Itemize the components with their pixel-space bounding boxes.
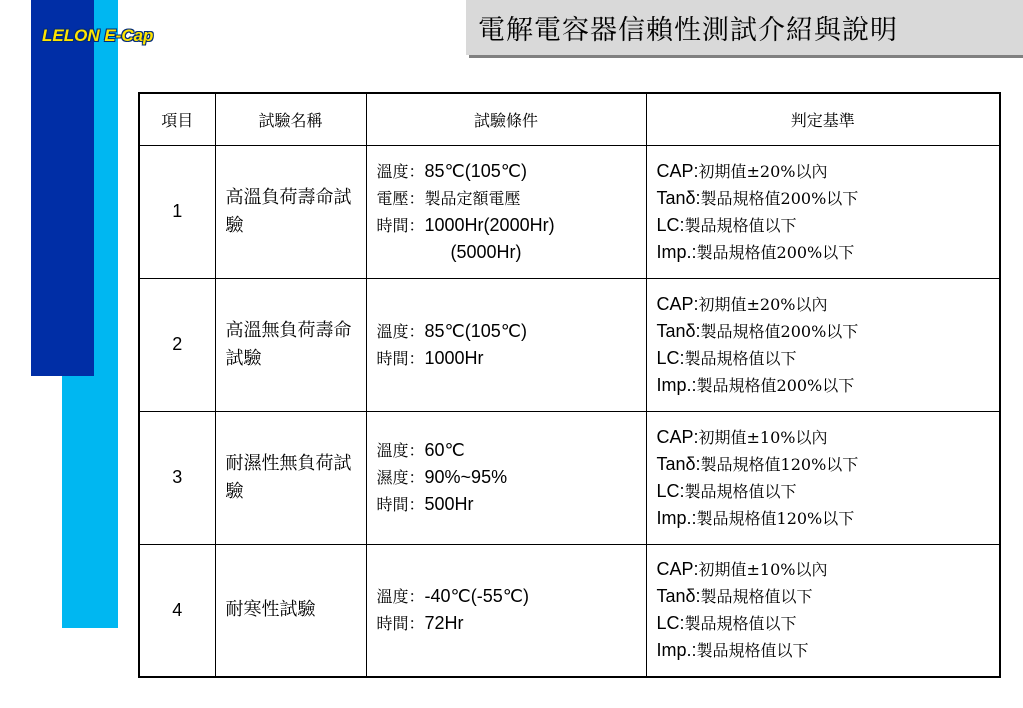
condition-label: 時間： [376, 215, 425, 235]
criterion-line [657, 239, 992, 266]
test-conditions-cell [366, 411, 646, 544]
criterion-value: 製品規格值以下 [684, 481, 797, 501]
condition-line [377, 158, 638, 185]
condition-line [377, 610, 638, 637]
criterion-line [657, 583, 992, 610]
condition-line [377, 345, 638, 372]
condition-value: 72Hr [424, 613, 464, 634]
condition-value: 85℃(105℃) [424, 320, 527, 341]
condition-label: 濕度： [376, 468, 425, 487]
condition-value: 1000Hr(2000Hr) [424, 214, 555, 235]
test-name-cell: 耐濕性無負荷試驗 [215, 411, 366, 544]
criterion-line [657, 345, 992, 372]
condition-line [377, 212, 638, 239]
criterion-line [657, 185, 992, 212]
table-row [139, 278, 1000, 411]
criterion-label: LC: [656, 480, 685, 501]
criterion-label: Tanδ: [656, 187, 701, 208]
condition-value: 500Hr [424, 494, 474, 514]
test-name-cell: 高溫負荷壽命試驗 [215, 145, 366, 278]
criterion-value: 製品規格值以下 [684, 614, 797, 634]
test-name-cell: 耐寒性試驗 [215, 544, 366, 677]
criteria-cell [646, 278, 1000, 411]
condition-label: 時間： [376, 348, 425, 368]
title-banner [466, 0, 1023, 55]
condition-value: -40℃(-55℃) [424, 586, 529, 607]
criterion-value: 製品規格值以下 [696, 641, 809, 661]
criterion-label: Tanδ: [656, 453, 701, 474]
test-conditions-cell [366, 145, 646, 278]
condition-line [377, 491, 638, 518]
criteria-cell [646, 145, 1000, 278]
decorative-dark-blue-bar [31, 0, 94, 376]
condition-value: 1000Hr [424, 347, 484, 368]
header-test-name: 試驗名稱 [215, 93, 366, 145]
criterion-line [657, 556, 992, 583]
condition-value: 85℃(105℃) [424, 160, 527, 181]
criterion-value: 製品規格值120%以下 [700, 454, 859, 474]
test-name-cell: 高溫無負荷壽命試驗 [215, 278, 366, 411]
criterion-value: 初期值±20%以內 [698, 161, 828, 181]
item-number-cell: 4 [139, 544, 215, 677]
page-title: 電解電容器信賴性測試介紹與說明 [478, 15, 898, 46]
criterion-value: 初期值±20%以內 [698, 294, 828, 314]
criterion-line [657, 291, 992, 318]
criterion-line [657, 505, 992, 532]
criterion-line [657, 637, 992, 664]
company-logo: LELON E-Cap [42, 26, 154, 45]
condition-value: 90%~95% [424, 467, 508, 487]
criterion-line [657, 372, 992, 399]
reliability-test-table [138, 92, 1001, 678]
condition-line [377, 583, 638, 610]
criteria-cell [646, 544, 1000, 677]
condition-label: 時間： [376, 614, 425, 634]
criterion-label: Tanδ: [656, 586, 701, 607]
condition-line [377, 464, 638, 491]
item-number-cell: 3 [139, 411, 215, 544]
criterion-value: 製品規格值以下 [684, 348, 797, 368]
criterion-value: 製品規格值200%以下 [700, 188, 859, 208]
item-number-cell: 1 [139, 145, 215, 278]
criterion-line [657, 424, 992, 451]
test-conditions-cell [366, 544, 646, 677]
criterion-value: 初期值±10%以內 [698, 427, 828, 447]
criterion-label: LC: [656, 613, 685, 634]
condition-label: 溫度： [376, 321, 425, 341]
criterion-value: 製品規格值以下 [700, 587, 813, 607]
criterion-line [657, 451, 992, 478]
criterion-label: LC: [656, 214, 685, 235]
criterion-line [657, 610, 992, 637]
criterion-line [657, 478, 992, 505]
condition-label: 電壓： [376, 188, 425, 208]
criterion-value: 製品規格值以下 [684, 215, 797, 235]
test-conditions-cell [366, 278, 646, 411]
condition-label: 時間： [376, 495, 425, 514]
table-header-row [139, 93, 1000, 145]
condition-line [377, 318, 638, 345]
criterion-value: 製品規格值120%以下 [696, 508, 855, 528]
item-number-cell: 2 [139, 278, 215, 411]
criteria-cell [646, 411, 1000, 544]
header-item-no: 項目 [139, 93, 215, 145]
condition-value: 製品定額電壓 [424, 188, 521, 208]
condition-line [377, 239, 638, 266]
header-test-conditions: 試驗條件 [366, 93, 646, 145]
table-row [139, 544, 1000, 677]
criterion-value: 製品規格值200%以下 [696, 242, 855, 262]
condition-label: 溫度： [376, 161, 425, 181]
criterion-label: LC: [656, 347, 685, 368]
condition-value: 60℃ [424, 440, 465, 460]
criterion-label: CAP: [656, 160, 699, 181]
criterion-label: CAP: [656, 426, 699, 447]
criterion-label: CAP: [656, 293, 699, 314]
criterion-label: Imp.: [656, 374, 697, 395]
criterion-line [657, 158, 992, 185]
criterion-line [657, 318, 992, 345]
criterion-line [657, 212, 992, 239]
condition-line [377, 437, 638, 464]
criterion-label: Imp.: [656, 640, 697, 661]
table-row [139, 145, 1000, 278]
header-criteria: 判定基準 [646, 93, 1000, 145]
condition-label: 溫度： [376, 587, 425, 607]
condition-value: (5000Hr) [450, 241, 522, 262]
condition-label: 溫度： [376, 441, 425, 460]
criterion-label: CAP: [656, 559, 699, 580]
condition-line [377, 185, 638, 212]
table-row [139, 411, 1000, 544]
criterion-value: 製品規格值200%以下 [700, 321, 859, 341]
criterion-label: Tanδ: [656, 320, 701, 341]
criterion-label: Imp.: [656, 241, 697, 262]
criterion-label: Imp.: [656, 507, 697, 528]
criterion-value: 製品規格值200%以下 [696, 375, 855, 395]
criterion-value: 初期值±10%以內 [698, 560, 828, 580]
